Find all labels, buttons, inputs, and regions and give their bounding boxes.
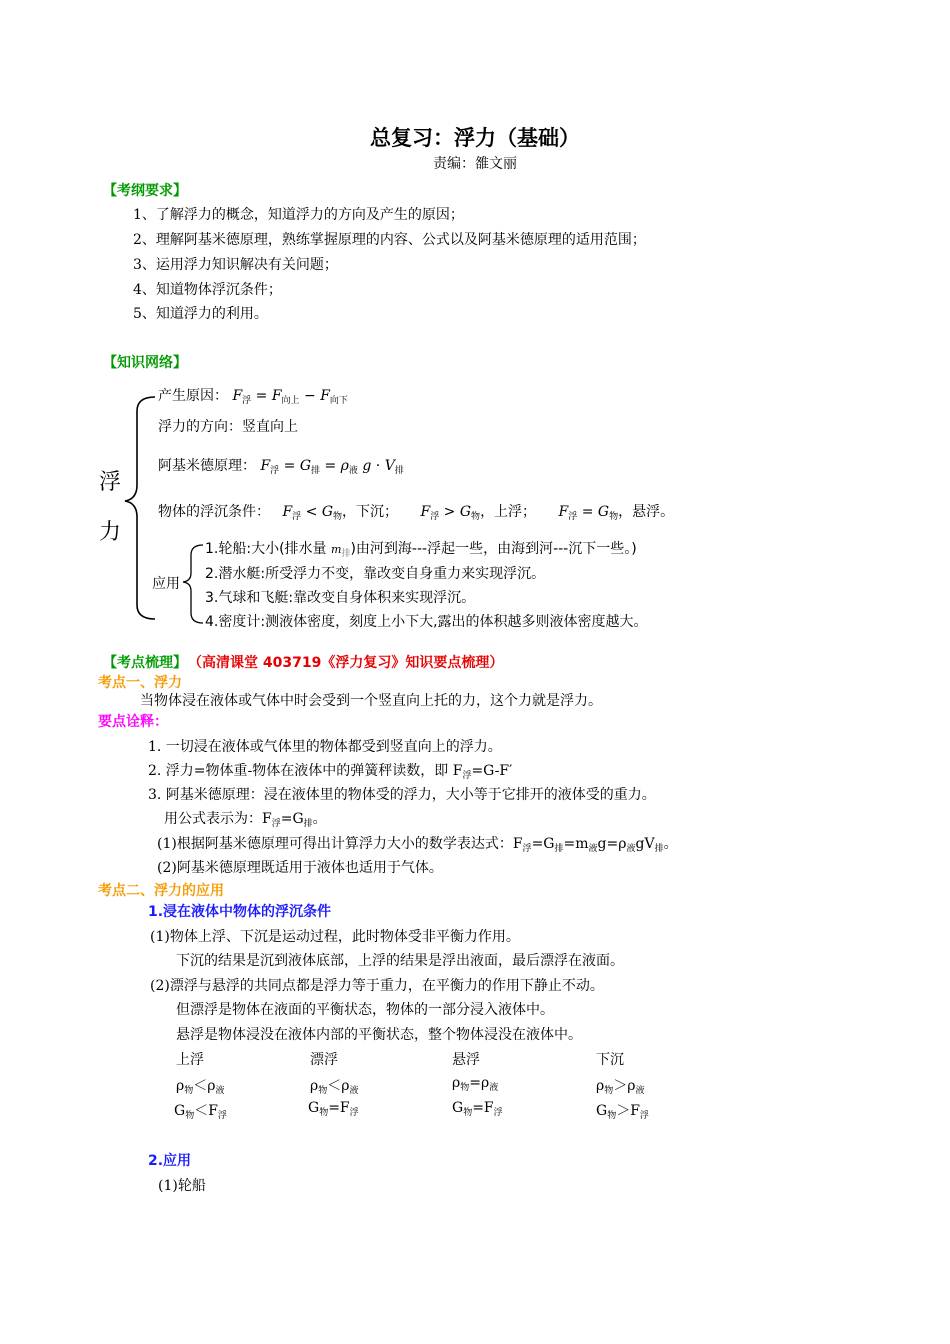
density-relation: $\rho_物>\rho_液$ — [596, 1078, 645, 1096]
section-1-line: 但漂浮是物体在液面的平衡状态，物体的一部分浸入液体中。 — [176, 1002, 554, 1018]
sink-float-row: 物体的浮沉条件： $F_浮 < G_物$，下沉； $F_浮 > G_物$，上浮； $F_浮 = G_物$，悬浮。 — [158, 504, 675, 522]
syllabus-item: 5、知道浮力的利用。 — [133, 306, 268, 322]
network-heading: 【知识网络】 — [103, 355, 187, 371]
note-3-formula: 用公式表示为：$F_浮=G_排$。 — [164, 811, 327, 829]
editor-line: 责编：雒文丽 — [433, 156, 517, 172]
force-relation: $G_物=F_浮$ — [308, 1100, 359, 1118]
note-3-scope: (2)阿基米德原理既适用于液体也适用于气体。 — [157, 860, 443, 876]
force-relation: $G_物<F_浮$ — [174, 1103, 227, 1121]
section-1-line: 下沉的结果是沉到液体底部，上浮的结果是浮出液面，最后漂浮在液面。 — [176, 953, 624, 969]
app-label: 应用 — [152, 576, 180, 592]
notes-title: 要点诠释： — [98, 714, 168, 730]
app-item-submarine: 2.潜水艇:所受浮力不变，靠改变自身重力来实现浮沉。 — [205, 566, 546, 582]
state-label: 漂浮 — [310, 1052, 338, 1068]
root-char-fu: 浮 — [99, 470, 122, 495]
page-title: 总复习：浮力（基础） — [370, 126, 580, 150]
density-relation: $\rho_物<\rho_液$ — [310, 1078, 359, 1096]
force-relation: $G_物=F_浮$ — [452, 1100, 503, 1118]
syllabus-item: 3、运用浮力知识解决有关问题； — [133, 257, 338, 273]
point-two-title: 考点二、浮力的应用 — [98, 883, 224, 899]
direction-row: 浮力的方向：竖直向上 — [158, 419, 298, 435]
syllabus-heading: 【考纲要求】 — [103, 183, 187, 199]
cause-row: 产生原因： $F_浮 = F_{向上} - F_{向下}$ — [158, 388, 348, 406]
density-relation: $\rho_物<\rho_液$ — [176, 1078, 225, 1096]
state-label: 下沉 — [596, 1052, 624, 1068]
note-3: 3. 阿基米德原理：浸在液体里的物体受的浮力，大小等于它排开的液体受的重力。 — [148, 787, 656, 803]
points-heading: 【考点梳理】 （高清课堂 403719《浮力复习》知识要点梳理） — [103, 655, 504, 671]
section-1-title: 1.浸在液体中物体的浮沉条件 — [148, 904, 332, 920]
note-1: 1. 一切浸在液体或气体里的物体都受到竖直向上的浮力。 — [148, 739, 502, 755]
app-item-ship: 1.轮船:大小(排水量 $m_排$)由河到海---浮起一些，由海到河---沉下一些。) — [205, 541, 637, 559]
section-2-title: 2.应用 — [148, 1153, 192, 1169]
root-char-li: 力 — [99, 520, 122, 545]
density-relation: $\rho_物=\rho_液$ — [452, 1075, 499, 1093]
state-label: 上浮 — [176, 1052, 204, 1068]
note-2: 2. 浮力=物体重-物体在液体中的弹簧秤读数，即 $F_浮=G-F'$ — [148, 763, 513, 781]
note-3-expression: (1)根据阿基米德原理可得出计算浮力大小的数学表达式：$F_浮=G_排=m_液g=\rho_液gV_排$。 — [157, 836, 678, 854]
knowledge-network-diagram — [95, 377, 755, 639]
section-2-line: (1)轮船 — [158, 1178, 206, 1194]
syllabus-item: 1、了解浮力的概念，知道浮力的方向及产生的原因； — [133, 207, 464, 223]
state-label: 悬浮 — [452, 1052, 480, 1068]
app-item-hydrometer: 4.密度计:测液体密度，刻度上小下大,露出的体积越多则液体密度越大。 — [205, 614, 648, 630]
section-1-line: (2)漂浮与悬浮的共同点都是浮力等于重力，在平衡力的作用下静止不动。 — [150, 978, 604, 994]
point-one-text: 当物体浸在液体或气体中时会受到一个竖直向上托的力，这个力就是浮力。 — [140, 693, 602, 709]
force-relation: $G_物>F_浮$ — [596, 1103, 649, 1121]
section-1-line: 悬浮是物体浸没在液体内部的平衡状态，整个物体浸没在液体中。 — [176, 1027, 582, 1043]
section-1-line: (1)物体上浮、下沉是运动过程，此时物体受非平衡力作用。 — [150, 929, 520, 945]
point-one-title: 考点一、浮力 — [98, 675, 182, 691]
syllabus-item: 2、理解阿基米德原理，熟练掌握原理的内容、公式以及阿基米德原理的适用范围； — [133, 232, 646, 248]
syllabus-item: 4、知道物体浮沉条件； — [133, 282, 282, 298]
archimedes-row: 阿基米德原理： $F_浮 = G_排 = \rho_液$ $g \cdot V_排$ — [158, 458, 404, 476]
app-item-balloon: 3.气球和飞艇:靠改变自身体积来实现浮沉。 — [205, 590, 476, 606]
